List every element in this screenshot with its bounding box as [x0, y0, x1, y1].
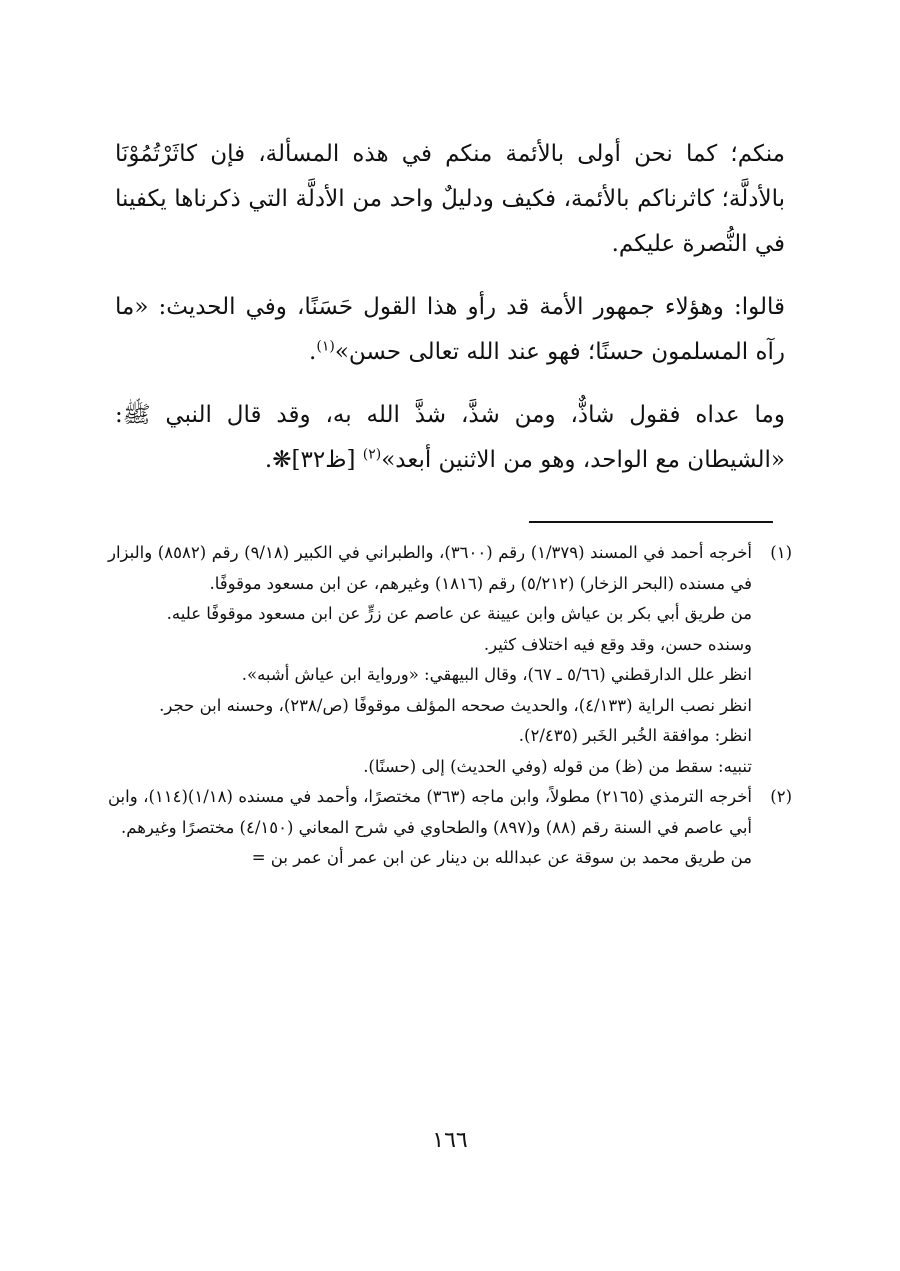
paragraph-3 — [115, 393, 785, 483]
footnote-text: من طريق محمد بن سوقة عن عبدالله بن دينار عن ابن عمر أن عمر بن = — [251, 848, 752, 867]
footnote-ref-1[interactable]: (١) — [316, 338, 335, 355]
footnote-text: من طريق أبي بكر بن عياش وابن عيينة عن عاصم عن زرٍّ عن ابن مسعود موقوفًا عليه. — [166, 604, 752, 623]
footnote-text: أخرجه أحمد في المسند (١/٣٧٩) رقم (٣٦٠٠)، والطبراني في الكبير (٩/١٨) رقم (٨٥٨٢) والبزار في مسنده (البحر الزخار) (٥/٢١٢) رقم (١٨١٦) وغيرهم، عن ابن مسعود موقوفًا. — [108, 543, 752, 593]
footnote-separator — [529, 521, 773, 523]
paragraph-2-tail: . — [309, 339, 317, 365]
paragraph-2-text: قالوا: وهؤلاء جمهور الأمة قد رأو هذا القول حَسَنًا، وفي الحديث: «ما رآه المسلمون حسنًا؛ فهو عند الله تعالى حسن» — [115, 294, 785, 365]
footnote-text: انظر نصب الراية (٤/١٣٣)، والحديث صححه المؤلف موقوفًا (ص/٢٣٨)، وحسنه ابن حجر. — [159, 695, 752, 715]
footnote-number: (٢) — [770, 787, 792, 806]
paragraph-2 — [115, 285, 785, 375]
paragraph-3-text: وما عداه فقول شاذٌّ، ومن شذَّ، شذَّ الله به، وقد قال النبي ﷺ: «الشيطان مع الواحد، وهو من الاثنين أبعد» — [115, 402, 785, 473]
footnote-text: أخرجه الترمذي (٢١٦٥) مطولاً، وابن ماجه (٣٦٣) مختصرًا، وأحمد في مسنده (١/١٨)(١١٤)، وابن أبي عاصم في السنة رقم (٨٨) و(٨٩٧) والطحاوي في شرح المعاني (٤/١٥٠) مختصرًا وغيرهم. — [108, 787, 753, 837]
footnote-text: انظر علل الدارقطني (٥/٦٦ ـ ٦٧)، وقال البيهقي: «ورواية ابن عياش أشبه». — [241, 665, 752, 684]
footnote-body — [108, 782, 752, 843]
page-number: ١٦٦ — [432, 1128, 468, 1153]
paragraph-1-text: منكم؛ كما نحن أولى بالأئمة منكم في هذه المسألة، فإن كاثَرْتُمُوْنَا بالأدلَّة؛ كاثرناكم بالأئمة، فكيف ودليلٌ واحد من الأدلَّة التي ذكرناها يكفينا في النُّصرة عليكم. — [115, 141, 785, 257]
footnote-text: وسنده حسن، وقد وقع فيه اختلاف كثير. — [483, 634, 752, 654]
footnote-2 — [108, 782, 792, 843]
paragraph-1 — [115, 132, 785, 267]
paragraph-3-tail: [ظ٣٢]❋. — [264, 447, 363, 473]
footnote-ref-2[interactable]: (٢) — [362, 446, 382, 463]
footnotes — [108, 538, 792, 874]
footnote-number: (١) — [770, 543, 792, 562]
main-text — [115, 132, 785, 483]
footnote-body — [108, 538, 752, 599]
footnote-text: انظر: موافقة الخُبر الخَبر (٢/٤٣٥). — [518, 726, 752, 745]
footnote-1 — [108, 538, 792, 599]
footnote-text: تنبيه: سقط من (ظ) من قوله (وفي الحديث) إلى (حسنًا). — [363, 756, 752, 776]
